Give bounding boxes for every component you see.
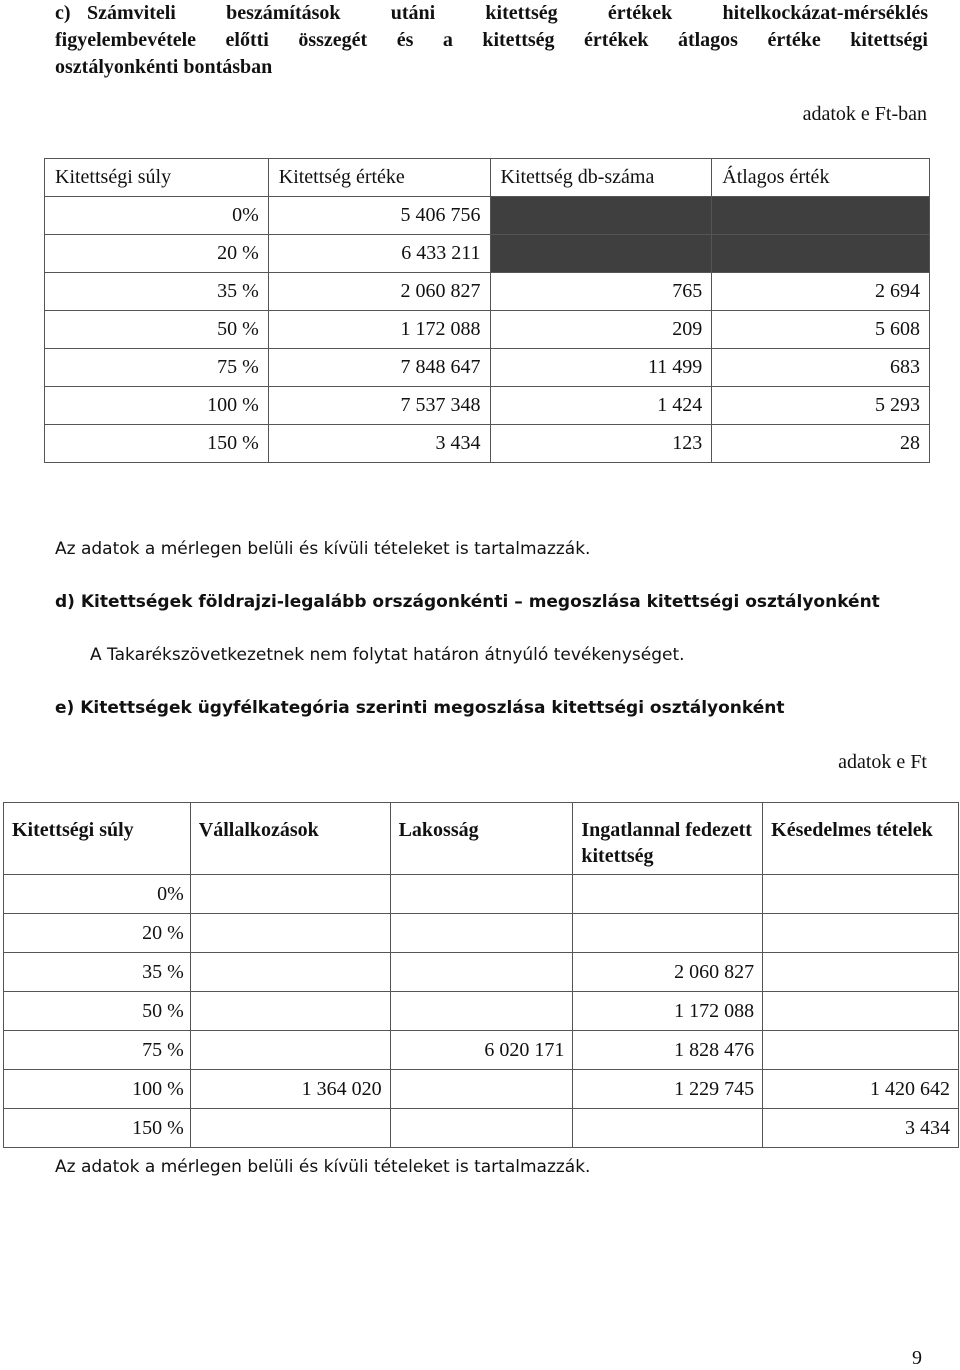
cell-weight: 20 %: [4, 914, 191, 953]
cell-households: 6 020 171: [390, 1031, 573, 1070]
cell-real-estate: 2 060 827: [573, 953, 763, 992]
cell-weight: 35 %: [45, 273, 269, 311]
col-header-overdue: Késedelmes tételek: [763, 803, 959, 875]
table-row: [45, 425, 930, 463]
cell-weight: 75 %: [45, 349, 269, 387]
section-e-unit: adatok e Ft: [838, 751, 927, 773]
table-row: [45, 387, 930, 425]
section-c-unit: adatok e Ft-ban: [802, 103, 927, 125]
col-header-weight: Kitettségi súly: [45, 159, 269, 197]
cell-weight: 150 %: [4, 1109, 191, 1148]
client-category-table: [3, 802, 959, 1148]
cell-count: 123: [490, 425, 712, 463]
cell-overdue: [763, 953, 959, 992]
client-table-header: [4, 803, 959, 875]
cell-average-shaded: [712, 197, 930, 235]
cell-weight: 35 %: [4, 953, 191, 992]
cell-average: 5 293: [712, 387, 930, 425]
cell-value: 7 537 348: [268, 387, 490, 425]
table-row: [4, 992, 959, 1031]
cell-weight: 150 %: [45, 425, 269, 463]
section-c-heading-line1: [55, 0, 928, 27]
cell-households: [390, 1109, 573, 1148]
cell-value: 6 433 211: [268, 235, 490, 273]
col-header-real-estate: Ingatlannal fedezett kitettség: [573, 803, 763, 875]
section-c-heading: [55, 0, 928, 81]
table-row: [45, 349, 930, 387]
cell-overdue: 1 420 642: [763, 1070, 959, 1109]
section-e-heading: e) Kitettségek ügyfélkategória szerinti megoszlása kitettségi osztályonként: [55, 698, 785, 718]
cell-weight: 0%: [45, 197, 269, 235]
col-header-households: Lakosság: [390, 803, 573, 875]
cell-real-estate: 1 828 476: [573, 1031, 763, 1070]
cell-households: [390, 953, 573, 992]
cell-real-estate: 1 172 088: [573, 992, 763, 1031]
table-row: [4, 953, 959, 992]
table-row: [45, 273, 930, 311]
col-header-count: Kitettség db-száma: [490, 159, 712, 197]
section-d-heading: d) Kitettségek földrajzi-legalább országonkénti – megoszlása kitettségi osztályonként: [55, 592, 880, 612]
cell-average: 5 608: [712, 311, 930, 349]
cell-value: 1 172 088: [268, 311, 490, 349]
cell-weight: 50 %: [4, 992, 191, 1031]
section-e-note: Az adatok a mérlegen belüli és kívüli tételeket is tartalmazzák.: [55, 1157, 591, 1177]
cell-weight: 100 %: [4, 1070, 191, 1109]
col-header-value: Kitettség értéke: [268, 159, 490, 197]
cell-count: 209: [490, 311, 712, 349]
cell-value: 7 848 647: [268, 349, 490, 387]
cell-weight: 0%: [4, 875, 191, 914]
cell-overdue: 3 434: [763, 1109, 959, 1148]
cell-households: [390, 1070, 573, 1109]
cell-businesses: [190, 1109, 390, 1148]
table-row: [4, 875, 959, 914]
cell-average: 2 694: [712, 273, 930, 311]
section-d-text: A Takarékszövetkezetnek nem folytat határon átnyúló tevékenységet.: [90, 645, 685, 665]
cell-value: 2 060 827: [268, 273, 490, 311]
exposure-table-header: [45, 159, 930, 197]
col-header-businesses: Vállalkozások: [190, 803, 390, 875]
section-c-title-1: Számviteli beszámítások utáni kitettség értékek hitelkockázat-mérséklés: [87, 2, 928, 24]
page-number: 9: [912, 1347, 922, 1369]
cell-real-estate: [573, 1109, 763, 1148]
exposure-table: [44, 158, 930, 463]
section-c-label: c): [55, 2, 71, 24]
cell-real-estate: [573, 914, 763, 953]
cell-households: [390, 875, 573, 914]
cell-businesses: [190, 1031, 390, 1070]
cell-count-shaded: [490, 197, 712, 235]
cell-average-shaded: [712, 235, 930, 273]
cell-businesses: 1 364 020: [190, 1070, 390, 1109]
table-row: [4, 1031, 959, 1070]
col-header-average: Átlagos érték: [712, 159, 930, 197]
table-row: [4, 1070, 959, 1109]
cell-businesses: [190, 914, 390, 953]
cell-businesses: [190, 875, 390, 914]
cell-count-shaded: [490, 235, 712, 273]
table-row: [45, 235, 930, 273]
section-c-note: Az adatok a mérlegen belüli és kívüli tételeket is tartalmazzák.: [55, 539, 591, 559]
cell-businesses: [190, 953, 390, 992]
cell-overdue: [763, 992, 959, 1031]
cell-households: [390, 992, 573, 1031]
cell-overdue: [763, 875, 959, 914]
cell-overdue: [763, 1031, 959, 1070]
cell-real-estate: 1 229 745: [573, 1070, 763, 1109]
cell-real-estate: [573, 875, 763, 914]
cell-count: 11 499: [490, 349, 712, 387]
cell-weight: 50 %: [45, 311, 269, 349]
section-c-title-3: osztályonkénti bontásban: [55, 56, 273, 78]
cell-count: 1 424: [490, 387, 712, 425]
table-row: [45, 197, 930, 235]
section-c-title-2: figyelembevétele előtti összegét és a kitettség értékek átlagos értéke kitettségi: [55, 29, 928, 51]
cell-average: 683: [712, 349, 930, 387]
cell-value: 3 434: [268, 425, 490, 463]
table-row: [4, 1109, 959, 1148]
cell-weight: 75 %: [4, 1031, 191, 1070]
table-row: [4, 914, 959, 953]
cell-count: 765: [490, 273, 712, 311]
col-header-weight: Kitettségi súly: [4, 803, 191, 875]
cell-weight: 100 %: [45, 387, 269, 425]
cell-businesses: [190, 992, 390, 1031]
cell-households: [390, 914, 573, 953]
cell-weight: 20 %: [45, 235, 269, 273]
cell-value: 5 406 756: [268, 197, 490, 235]
cell-overdue: [763, 914, 959, 953]
cell-average: 28: [712, 425, 930, 463]
table-row: [45, 311, 930, 349]
